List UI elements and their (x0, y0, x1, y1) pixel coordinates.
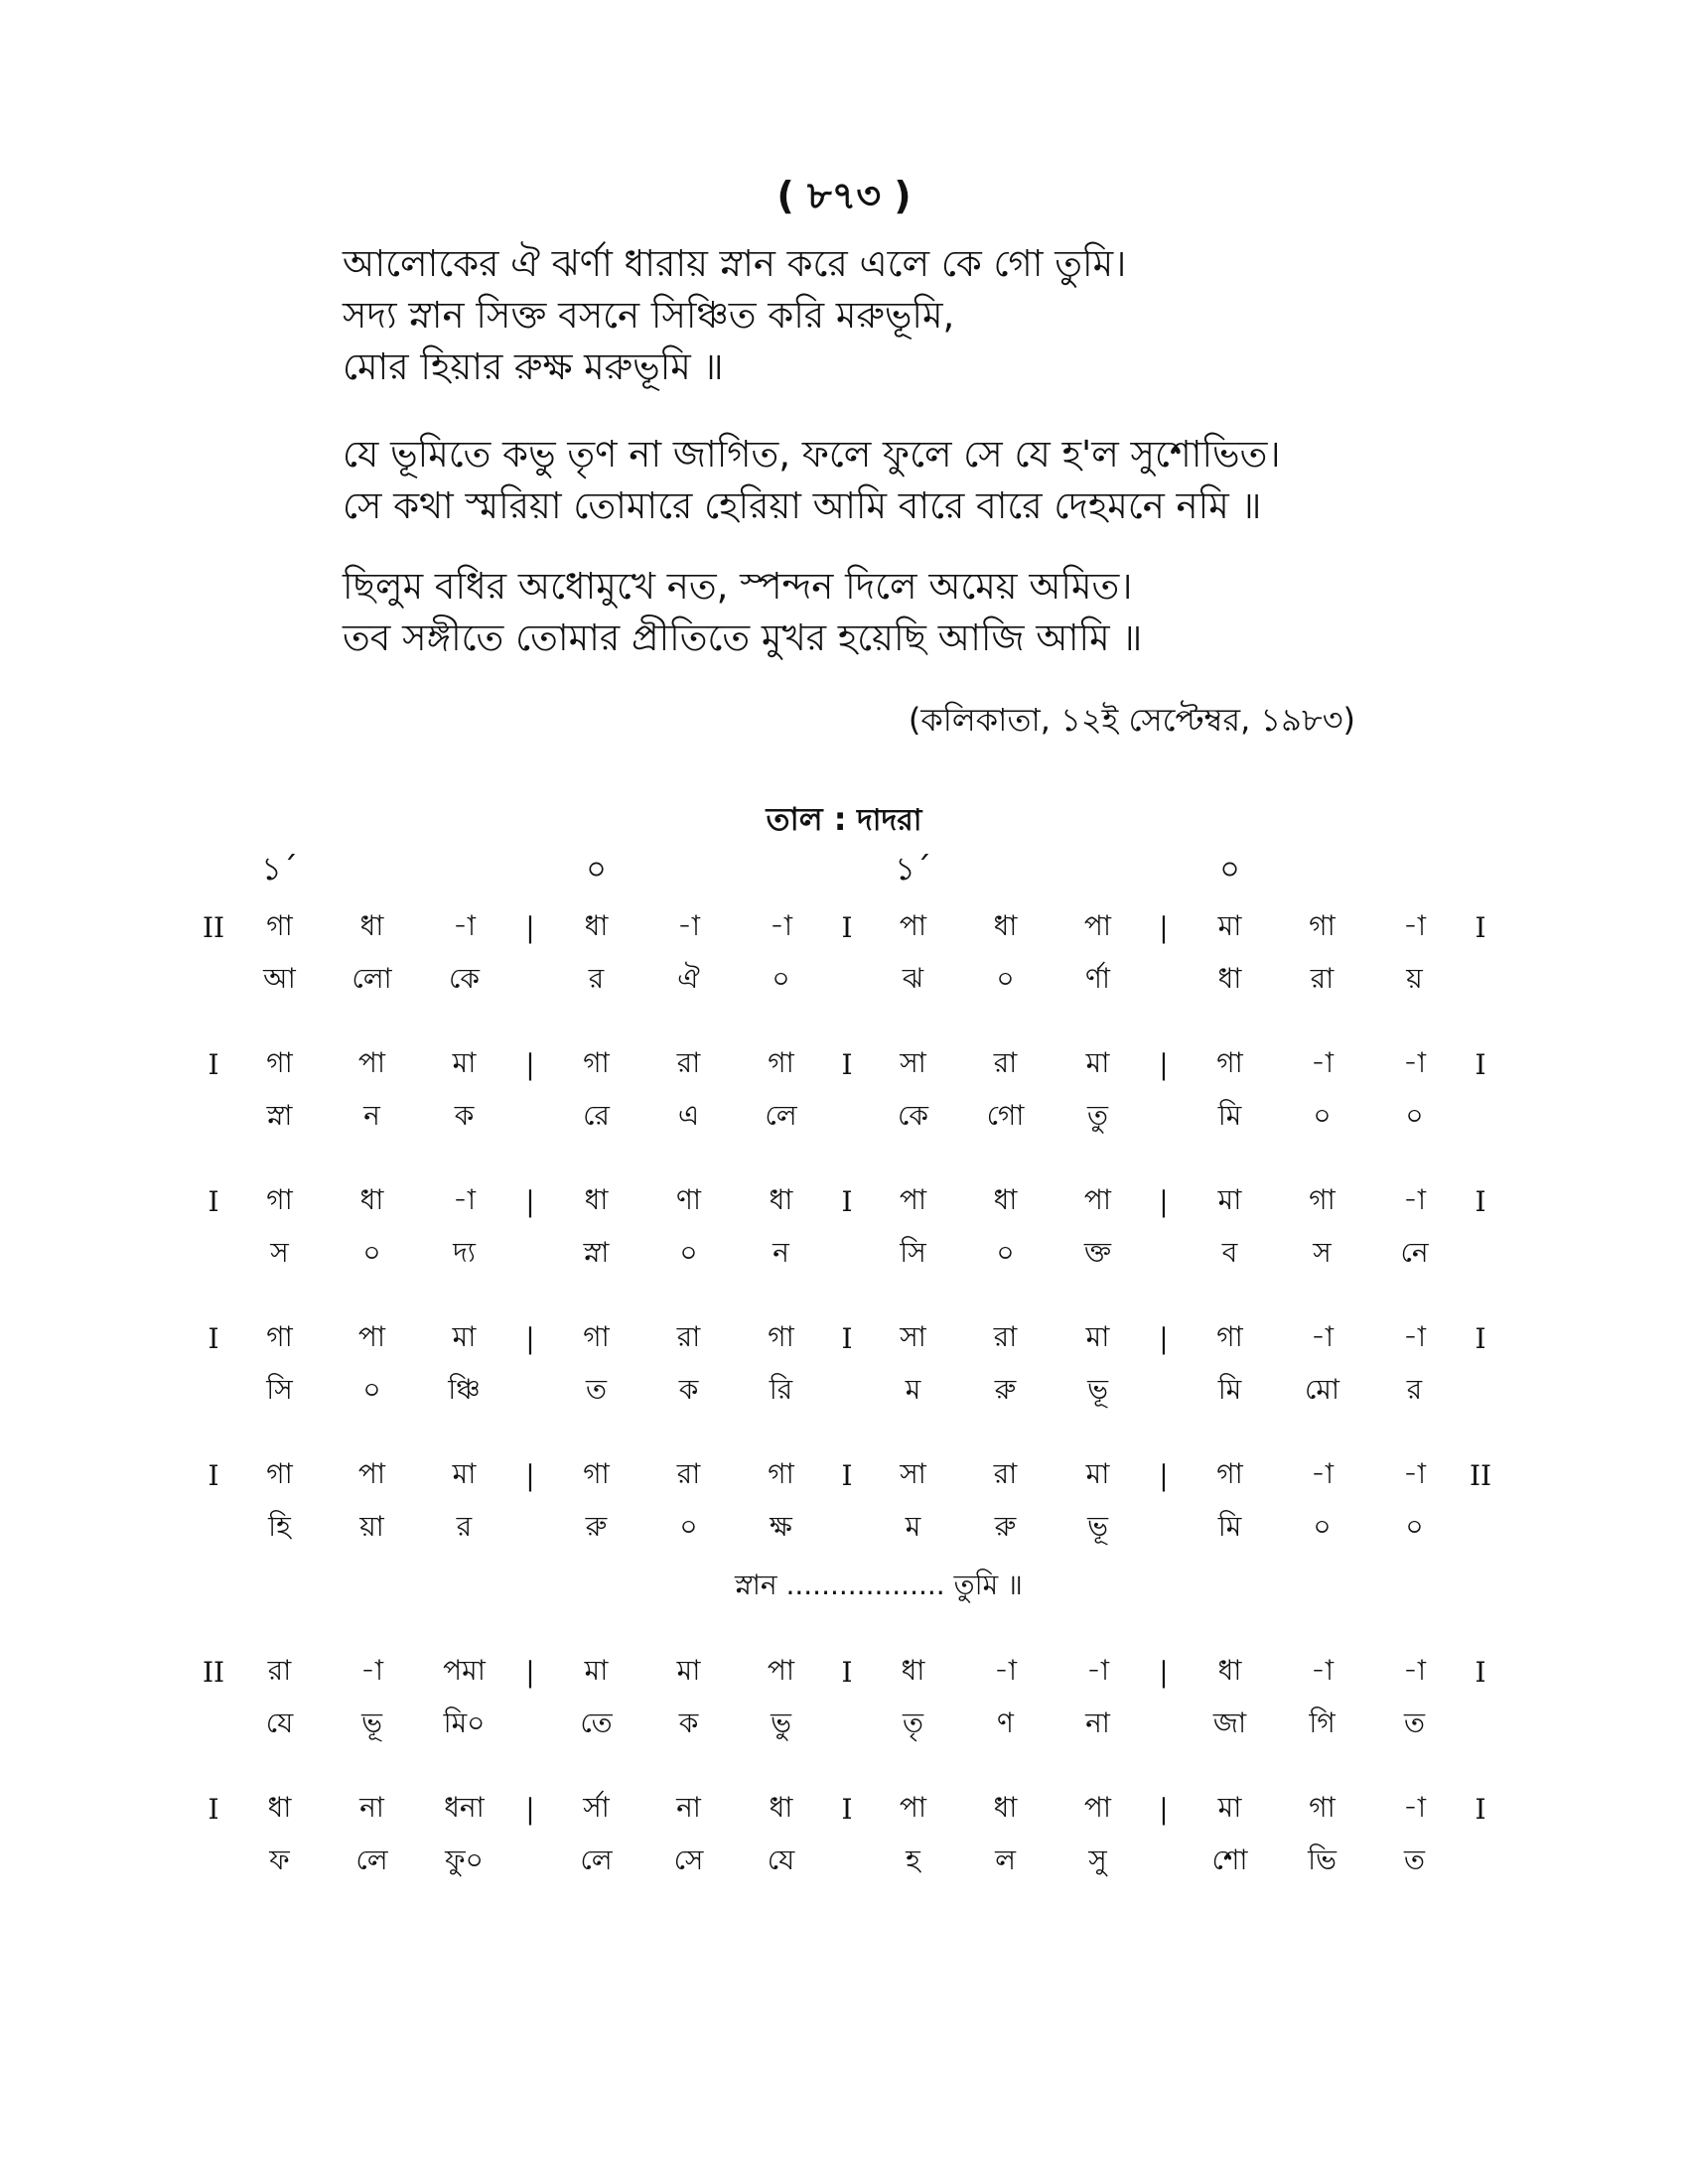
lyric-syllable: ভি (1308, 1843, 1336, 1876)
swara-note: রা (993, 1319, 1018, 1353)
swara-note: ধা (769, 1182, 793, 1216)
beat-mark: ১´ (261, 850, 298, 887)
swara-note: পমা (443, 1653, 486, 1687)
beat-spacer (418, 844, 510, 897)
beat-mark: ০ (1219, 850, 1240, 887)
swara-note: পা (1083, 1790, 1112, 1824)
lyric-syllable: তু (1086, 1099, 1108, 1132)
lyric-syllable: মি (1217, 1510, 1242, 1543)
row-spacer (194, 1610, 1500, 1642)
lyric-syllable: ত (585, 1373, 607, 1406)
bar-line: I (1475, 1792, 1486, 1826)
bar-spacer (1144, 844, 1184, 897)
swara-note: গা (583, 1456, 610, 1490)
bar-line: II (1469, 1458, 1492, 1492)
swara-note: পা (767, 1653, 795, 1687)
lyric-syllable: মি০ (443, 1706, 486, 1739)
bar-line: I (208, 1047, 219, 1081)
swara-note: ধা (584, 908, 609, 942)
bar-line: | (1159, 1047, 1169, 1081)
bar-spacer (510, 844, 550, 897)
lyric-line: সদ্য স্নান সিক্ত বসনে সিঞ্চিত করি মরুভূমি, (343, 294, 955, 337)
lyric-syllable: লো (352, 962, 392, 995)
swara-note: গা (266, 908, 293, 942)
bar-spacer (827, 1702, 867, 1759)
refrain-text: স্নান .................. তুমি ॥ (735, 1568, 1023, 1601)
bar-spacer (1461, 1231, 1500, 1289)
lyric-syllable: রু (994, 1373, 1017, 1406)
swara-row (194, 1445, 1500, 1505)
swara-note: রা (993, 1456, 1018, 1490)
beat-spacer (1368, 844, 1461, 897)
swara-note: পা (357, 1456, 386, 1490)
bar-line: I (841, 1792, 853, 1826)
lyric-syllable: ফ (269, 1843, 290, 1876)
bar-line: II (202, 1655, 225, 1689)
swara-note: -া (1402, 1456, 1427, 1490)
lyric-syllable: ক্ত (1083, 1236, 1112, 1269)
lyric-syllable: না (1085, 1706, 1110, 1739)
lyric-syllable: রি (769, 1373, 793, 1406)
lyric-syllable: শো (1211, 1843, 1248, 1876)
lyric-syllable: ০ (772, 962, 790, 995)
swara-note: পা (357, 1045, 386, 1079)
swara-note: রা (676, 1045, 701, 1079)
swara-note: -া (1402, 1045, 1427, 1079)
bar-line: I (208, 1792, 219, 1826)
bar-spacer (1461, 844, 1500, 897)
swara-note: -া (1402, 908, 1427, 942)
lyric-syllable: ০ (996, 962, 1015, 995)
swara-note: -া (1402, 1319, 1427, 1353)
swara-note: ধা (359, 908, 384, 942)
bar-spacer (1144, 957, 1184, 1015)
lyric-syllable: মি (1217, 1373, 1242, 1406)
lyric-syllable: ন (363, 1099, 380, 1132)
bar-spacer (194, 1231, 233, 1289)
bar-line: | (525, 1458, 535, 1492)
tala-name: দাদরা (857, 803, 922, 838)
bar-line: | (525, 1321, 535, 1355)
stanza-2 (343, 429, 1281, 532)
swara-note: পা (1083, 1182, 1112, 1216)
bar-line: I (841, 1047, 853, 1081)
lyric-syllable: রু (994, 1510, 1017, 1543)
bar-spacer (510, 1505, 550, 1563)
bar-spacer (1144, 1505, 1184, 1563)
swara-note: পা (357, 1319, 386, 1353)
lyric-syllable: গো (986, 1099, 1025, 1132)
tala-label: তাল : (766, 800, 847, 838)
stanza-3 (343, 561, 1142, 664)
swara-note: না (359, 1790, 384, 1824)
lyric-syllable: সি (266, 1373, 293, 1406)
swara-note: গা (583, 1319, 610, 1353)
swara-note: ধা (584, 1182, 609, 1216)
lyric-line: ছিলুম বধির অধোমুখে নত, স্পন্দন দিলে অমেয় অমিত। (343, 565, 1133, 608)
swara-note: মা (1217, 908, 1242, 942)
bar-line: I (1475, 910, 1486, 944)
stanza-1 (343, 238, 1126, 393)
swara-note: গা (266, 1456, 293, 1490)
beat-spacer (735, 844, 827, 897)
lyric-syllable: তে (580, 1706, 613, 1739)
lyric-syllable: দ্য (453, 1236, 476, 1269)
lyric-syllable: স্না (583, 1236, 610, 1269)
page-number: ( ৮৭৩ ) (776, 174, 912, 217)
bar-spacer (510, 1368, 550, 1426)
swara-row (194, 1308, 1500, 1368)
lyric-syllable: র (1406, 1373, 1423, 1406)
bar-line: | (525, 1047, 535, 1081)
lyric-syllable: য়া (359, 1510, 384, 1543)
beat-spacer (1052, 844, 1144, 897)
swara-note: ধা (901, 1653, 925, 1687)
lyric-syllable: মো (1304, 1373, 1340, 1406)
swara-row (194, 1779, 1500, 1839)
lyric-syllable: স (1313, 1236, 1332, 1269)
lyric-syllable: ০ (679, 1510, 698, 1543)
bar-line: | (525, 1184, 535, 1218)
swara-note: মা (1085, 1045, 1110, 1079)
swara-note: মা (676, 1653, 701, 1687)
swara-note: রা (993, 1045, 1018, 1079)
bar-line: I (841, 1184, 853, 1218)
lyric-line: মোর হিয়ার রুক্ষ মরুভূমি ॥ (343, 345, 724, 388)
lyric-syllable: ধা (1217, 962, 1242, 995)
lyric-syllable: ম (905, 1510, 921, 1543)
lyric-syllable: গি (1309, 1706, 1336, 1739)
bar-spacer (510, 1094, 550, 1152)
bar-spacer (1144, 1839, 1184, 1896)
swara-note: গা (266, 1319, 293, 1353)
swara-row (194, 1171, 1500, 1231)
lyric-syllable: এ (677, 1099, 700, 1132)
lyric-syllable: ০ (1313, 1510, 1332, 1543)
row-spacer (194, 1426, 1500, 1445)
swara-note: গা (1309, 1182, 1336, 1216)
swara-note: মা (1085, 1456, 1110, 1490)
bar-spacer (194, 957, 233, 1015)
lyric-syllable-row (194, 957, 1500, 1015)
swara-note: মা (584, 1653, 609, 1687)
lyric-syllable: ঐ (677, 962, 700, 995)
swara-note: -া (676, 908, 701, 942)
swara-note: -া (359, 1653, 384, 1687)
bar-spacer (1144, 1702, 1184, 1759)
swara-note: সা (900, 1319, 926, 1353)
bar-line: I (841, 1321, 853, 1355)
bar-spacer (1461, 1505, 1500, 1563)
bar-spacer (827, 1505, 867, 1563)
swara-note: -া (1402, 1790, 1427, 1824)
bar-line: I (841, 1655, 853, 1689)
lyric-syllable: হি (268, 1510, 291, 1543)
bar-line: | (1159, 1792, 1169, 1826)
lyric-syllable: স্না (266, 1099, 293, 1132)
lyric-syllable: ০ (1313, 1099, 1332, 1132)
bar-spacer (827, 1839, 867, 1896)
lyric-syllable-row (194, 1368, 1500, 1426)
swara-note: -া (1402, 1653, 1427, 1687)
lyric-syllable: ফু০ (445, 1843, 484, 1876)
lyric-syllable: আ (263, 962, 296, 995)
bar-spacer (194, 1839, 233, 1896)
swara-note: পা (1083, 908, 1112, 942)
swara-row (194, 897, 1500, 957)
swara-note: না (676, 1790, 701, 1824)
swara-note: গা (1216, 1045, 1243, 1079)
bar-line: | (1159, 1458, 1169, 1492)
lyric-syllable: ঝ (902, 962, 924, 995)
lyric-syllable: ক (678, 1373, 699, 1406)
swara-note: গা (768, 1456, 794, 1490)
swara-note: গা (266, 1045, 293, 1079)
bar-spacer (827, 1094, 867, 1152)
lyric-syllable: র (456, 1510, 473, 1543)
swara-note: মা (452, 1045, 477, 1079)
swara-note: ধা (993, 1790, 1018, 1824)
swara-note: -া (1310, 1653, 1335, 1687)
lyric-syllable: ন (773, 1236, 789, 1269)
lyric-syllable: মি (1217, 1099, 1242, 1132)
lyric-syllable: জা (1212, 1706, 1247, 1739)
lyric-syllable-row (194, 1702, 1500, 1759)
lyric-line: সে কথা স্মরিয়া তোমারে হেরিয়া আমি বারে বারে দেহমনে নমি ॥ (343, 484, 1262, 527)
bar-spacer (194, 1505, 233, 1563)
bar-spacer (1144, 1231, 1184, 1289)
bar-spacer (510, 1839, 550, 1896)
swara-note: মা (1217, 1790, 1242, 1824)
bar-line: I (841, 910, 853, 944)
bar-spacer (1461, 1702, 1500, 1759)
lyric-syllable-row (194, 1505, 1500, 1563)
lyric-syllable-row (194, 1231, 1500, 1289)
lyric-syllable: তৃ (902, 1706, 923, 1739)
lyric-syllable: ঞ্চি (448, 1373, 481, 1406)
beat-mark-row (194, 844, 1500, 897)
bar-spacer (510, 957, 550, 1015)
lyric-syllable: সি (900, 1236, 926, 1269)
swara-note: ধা (993, 1182, 1018, 1216)
bar-line: I (841, 1458, 853, 1492)
swara-note: ধনা (444, 1790, 485, 1824)
lyric-syllable: ০ (362, 1236, 381, 1269)
lyric-syllable: রে (583, 1099, 610, 1132)
swara-note: পা (899, 1182, 927, 1216)
lyric-syllable: ভু (771, 1706, 791, 1739)
bar-line: I (208, 1458, 219, 1492)
lyric-syllable: র্ণা (1084, 962, 1111, 995)
bar-line: | (1159, 1655, 1169, 1689)
lyric-syllable: ব (1221, 1236, 1238, 1269)
swara-note: রা (676, 1319, 701, 1353)
swara-row (194, 1642, 1500, 1702)
notation-table (194, 844, 1500, 1896)
bar-line: | (1159, 910, 1169, 944)
lyric-syllable: ল (995, 1843, 1016, 1876)
lyric-syllable: ভূ (1087, 1510, 1108, 1543)
bar-line: I (1475, 1047, 1486, 1081)
lyric-syllable: রা (1310, 962, 1335, 995)
bar-spacer (194, 1702, 233, 1759)
bar-spacer (510, 1231, 550, 1289)
swara-note: মা (1085, 1319, 1110, 1353)
swara-note: -া (993, 1653, 1018, 1687)
lyric-syllable: কে (449, 962, 480, 995)
beat-spacer (959, 844, 1052, 897)
lyric-syllable: ০ (1405, 1099, 1424, 1132)
beat-mark: ১´ (895, 850, 931, 887)
swara-note: -া (1310, 1319, 1335, 1353)
swara-note: গা (1216, 1319, 1243, 1353)
beat-spacer (642, 844, 735, 897)
swara-note: গা (1216, 1456, 1243, 1490)
lyric-syllable: যে (767, 1843, 795, 1876)
lyric-syllable: লে (355, 1843, 388, 1876)
swara-note: ণা (675, 1182, 702, 1216)
lyric-syllable: ণ (997, 1706, 1014, 1739)
bar-line: | (525, 1792, 535, 1826)
swara-note: রা (676, 1456, 701, 1490)
swara-note: গা (583, 1045, 610, 1079)
swara-row (194, 1034, 1500, 1094)
lyric-syllable: ম (905, 1373, 921, 1406)
row-spacer (194, 1759, 1500, 1779)
lyric-line: যে ভূমিতে কভু তৃণ না জাগিত, ফলে ফুলে সে যে হ'ল সুশোভিত। (343, 433, 1281, 476)
lyric-syllable: ০ (1405, 1510, 1424, 1543)
lyric-syllable: ক (678, 1706, 699, 1739)
bar-spacer (194, 1368, 233, 1426)
bar-spacer (827, 844, 867, 897)
swara-note: মা (452, 1319, 477, 1353)
lyric-syllable: ক্ষ (770, 1510, 792, 1543)
bar-spacer (827, 957, 867, 1015)
lyric-line: আলোকের ঐ ঝর্ণা ধারায় স্নান করে এলে কে গো তুমি। (343, 242, 1127, 285)
swara-note: -া (1402, 1182, 1427, 1216)
swara-note: -া (452, 1182, 477, 1216)
lyric-syllable: রু (585, 1510, 608, 1543)
lyric-syllable-row (194, 1839, 1500, 1896)
swara-note: ধা (1217, 1653, 1242, 1687)
lyric-syllable: ক (454, 1099, 475, 1132)
bar-spacer (827, 1368, 867, 1426)
swara-note: -া (769, 908, 793, 942)
swara-note: -া (1310, 1045, 1335, 1079)
swara-note: সা (900, 1045, 926, 1079)
bar-spacer (1461, 1094, 1500, 1152)
refrain-row (194, 1563, 1500, 1610)
beat-spacer (1276, 844, 1368, 897)
bar-line: I (1475, 1655, 1486, 1689)
lyric-syllable: কে (898, 1099, 928, 1132)
swara-note: ধা (359, 1182, 384, 1216)
bar-line: I (1475, 1184, 1486, 1218)
swara-note: মা (452, 1456, 477, 1490)
lyric-syllable: সে (673, 1843, 704, 1876)
lyric-line: তব সঙ্গীতে তোমার প্রীতিতে মুখর হয়েছি আজি আমি ॥ (343, 616, 1143, 659)
bar-line: I (208, 1321, 219, 1355)
bar-spacer (1461, 1368, 1500, 1426)
row-spacer (194, 1289, 1500, 1308)
bar-spacer (1144, 1094, 1184, 1152)
lyric-syllable: ত (1403, 1706, 1425, 1739)
swara-note: গা (768, 1045, 794, 1079)
lyric-syllable: ভূ (361, 1706, 382, 1739)
lyric-syllable: সু (1088, 1843, 1107, 1876)
swara-note: রা (267, 1653, 292, 1687)
swara-note: -া (1085, 1653, 1110, 1687)
lyric-syllable-row (194, 1094, 1500, 1152)
swara-note: -া (452, 908, 477, 942)
swara-note: পা (899, 908, 927, 942)
lyric-syllable: ০ (362, 1373, 381, 1406)
date-line: (কলিকাতা, ১২ই সেপ্টেম্বর, ১৯৮৩) (908, 701, 1355, 739)
swara-note: পা (899, 1790, 927, 1824)
swara-note: ধা (267, 1790, 292, 1824)
lyric-syllable: লে (580, 1843, 613, 1876)
tala-heading (0, 794, 1688, 848)
lyric-syllable: ভূ (1087, 1373, 1108, 1406)
lyric-syllable: য় (1406, 962, 1423, 995)
lyric-syllable: স (270, 1236, 289, 1269)
beat-mark: ০ (586, 850, 607, 887)
lyric-syllable: যে (265, 1706, 294, 1739)
row-spacer (194, 1152, 1500, 1171)
swara-note: গা (1309, 1790, 1336, 1824)
bar-line: II (202, 910, 225, 944)
swara-note: মা (1217, 1182, 1242, 1216)
swara-note: গা (266, 1182, 293, 1216)
bar-spacer (1461, 957, 1500, 1015)
bar-line: I (208, 1184, 219, 1218)
bar-spacer (194, 1094, 233, 1152)
swara-note: র্সা (583, 1790, 610, 1824)
swara-note: সা (900, 1456, 926, 1490)
lyric-syllable: লে (765, 1099, 797, 1132)
bar-line: | (525, 910, 535, 944)
row-spacer (194, 1015, 1500, 1034)
lyric-syllable: ০ (679, 1236, 698, 1269)
lyric-syllable: ০ (996, 1236, 1015, 1269)
bar-spacer (510, 1702, 550, 1759)
refrain-pad (194, 1563, 735, 1610)
swara-note: -া (1310, 1456, 1335, 1490)
bar-spacer (827, 1231, 867, 1289)
lyric-syllable: হ (906, 1843, 920, 1876)
bar-spacer (1461, 1839, 1500, 1896)
bar-line: I (1475, 1321, 1486, 1355)
bar-line: | (525, 1655, 535, 1689)
beat-spacer (326, 844, 418, 897)
swara-note: গা (768, 1319, 794, 1353)
lyric-syllable: নে (1400, 1236, 1429, 1269)
swara-note: ধা (993, 908, 1018, 942)
bar-spacer (194, 844, 233, 897)
lyric-syllable: র (588, 962, 605, 995)
bar-spacer (1144, 1368, 1184, 1426)
swara-note: ধা (769, 1790, 793, 1824)
lyric-syllable: ত (1403, 1843, 1425, 1876)
bar-line: | (1159, 1184, 1169, 1218)
bar-line: | (1159, 1321, 1169, 1355)
swara-note: গা (1309, 908, 1336, 942)
